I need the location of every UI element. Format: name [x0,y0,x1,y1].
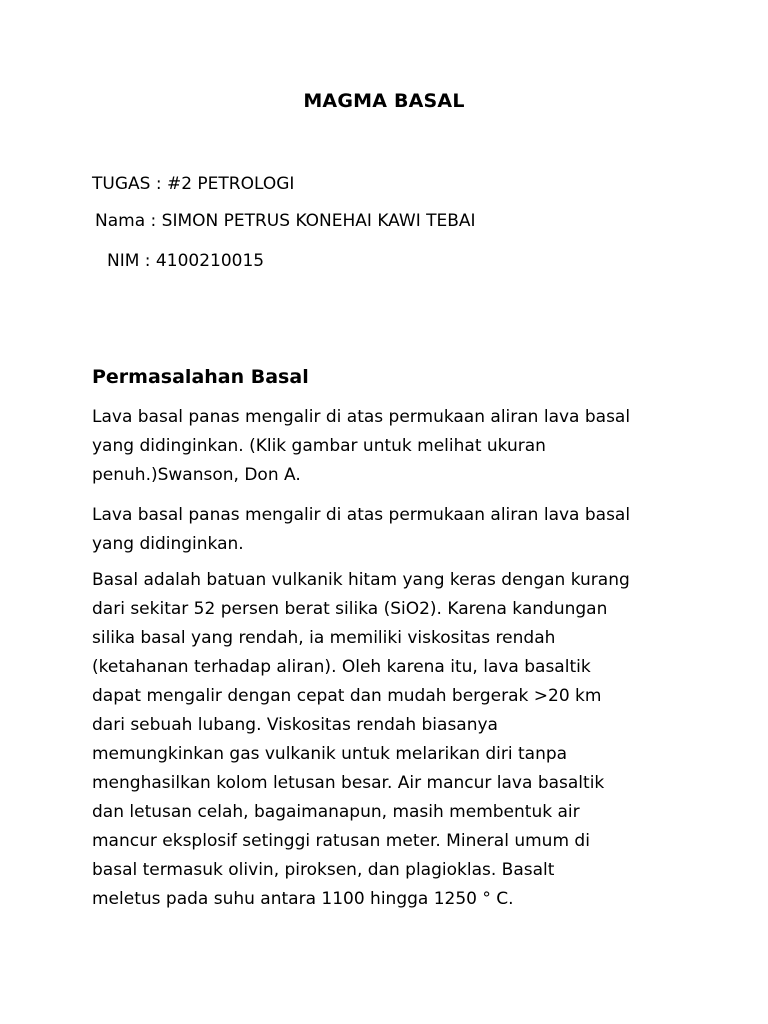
section-heading: Permasalahan Basal [92,366,309,388]
paragraph-line: dapat mengalir dengan cepat dan mudah bergerak >20 km [92,686,602,706]
paragraph-line: yang didinginkan. (Klik gambar untuk melihat ukuran [92,436,546,456]
paragraph-line: menghasilkan kolom letusan besar. Air mancur lava basaltik [92,773,605,793]
paragraph-line: dari sebuah lubang. Viskositas rendah biasanya [92,715,498,735]
paragraph-line: memungkinkan gas vulkanik untuk melarikan diri tanpa [92,744,568,764]
paragraph-line: dan letusan celah, bagaimanapun, masih membentuk air [92,802,580,822]
paragraph-line: penuh.)Swanson, Don A. [92,465,301,485]
paragraph-line: Lava basal panas mengalir di atas permukaan aliran lava basal [92,407,631,427]
paragraph-line: Basal adalah batuan vulkanik hitam yang keras dengan kurang [92,570,630,590]
paragraph-line: (ketahanan terhadap aliran). Oleh karena itu, lava basaltik [92,657,591,677]
paragraph-line: meletus pada suhu antara 1100 hingga 1250 ° C. [92,889,514,909]
paragraph-line: dari sekitar 52 persen berat silika (SiO2). Karena kandungan [92,599,608,619]
student-id-line: NIM : 4100210015 [107,251,265,271]
paragraph-line: yang didinginkan. [92,534,244,554]
paragraph-1 [92,403,692,490]
paragraph-2 [92,501,692,559]
paragraph-line: basal termasuk olivin, piroksen, dan plagioklas. Basalt [92,860,555,880]
paragraph-line: mancur eksplosif setinggi ratusan meter. Mineral umum di [92,831,590,851]
paragraph-line: silika basal yang rendah, ia memiliki viskositas rendah [92,628,556,648]
student-name-line: Nama : SIMON PETRUS KONEHAI KAWI TEBAI [95,211,476,231]
paragraph-line: Lava basal panas mengalir di atas permukaan aliran lava basal [92,505,631,525]
document-title: MAGMA BASAL [303,90,465,112]
paragraph-3 [92,566,692,914]
assignment-line: TUGAS : #2 PETROLOGI [92,174,295,194]
